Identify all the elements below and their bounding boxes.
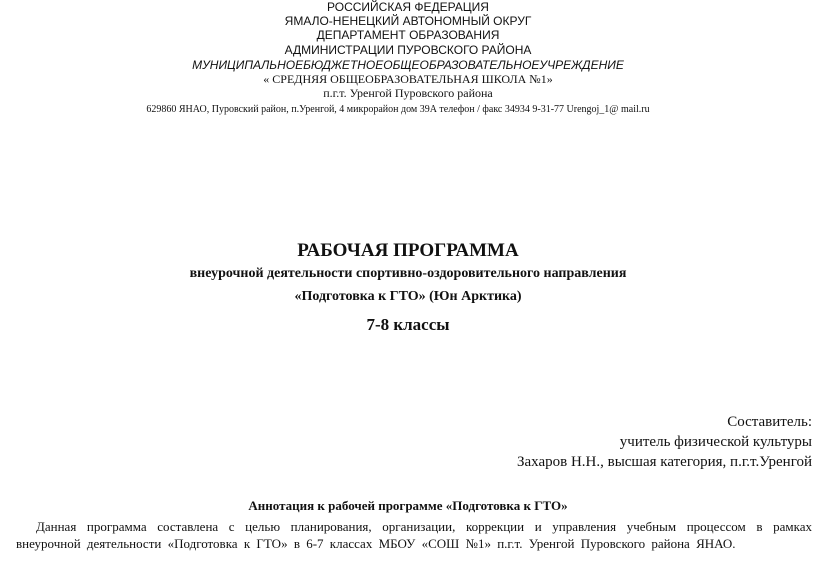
document-title: РАБОЧАЯ ПРОГРАММА [297,240,519,261]
annotation-heading: Аннотация к рабочей программе «Подготовка к ГТО» [248,498,568,513]
header-administration: АДМИНИСТРАЦИИ ПУРОВСКОГО РАЙОНА [284,43,532,57]
header-locality: п.г.т. Уренгой Пуровского района [323,86,493,100]
header-department: ДЕПАРТАМЕНТ ОБРАЗОВАНИЯ [316,28,500,42]
header-address: 629860 ЯНАО, Пуровский район, п.Уренгой, 4 микрорайон дом 39А телефон / факс 34934 9-31-77 Urengoj_1@ mail.ru [146,104,650,115]
compiler-name: Захаров Н.Н., высшая категория, п.г.т.Уренгой [516,454,812,470]
compiler-label: Составитель: [727,414,812,430]
grades-label: 7-8 классы [366,315,450,334]
header-region: ЯМАЛО-НЕНЕЦКИЙ АВТОНОМНЫЙ ОКРУГ [284,14,532,28]
document-subtitle: внеурочной деятельности спортивно-оздоровительного направления [189,266,627,281]
header-school-name: « СРЕДНЯЯ ОБЩЕОБРАЗОВАТЕЛЬНАЯ ШКОЛА №1» [263,72,553,86]
header-institution-type: МУНИЦИПАЛЬНОЕБЮДЖЕТНОЕОБЩЕОБРАЗОВАТЕЛЬНОЕУЧРЕЖДЕНИЕ [192,58,624,72]
annotation-text: Данная программа составлена с целью планирования, организации, коррекции и управления учебным процессом в рамках внеурочной деятельности «Подготовка к ГТО» в 6-7 классах МБОУ «СОШ №1» п.г.т. Уренгой Пуровского района ЯНАО. [16,519,812,551]
compiler-position: учитель физической культуры [619,434,812,450]
program-name: «Подготовка к ГТО» (Юн Арктика) [294,289,522,304]
header-country: РОССИЙСКАЯ ФЕДЕРАЦИЯ [327,0,489,14]
